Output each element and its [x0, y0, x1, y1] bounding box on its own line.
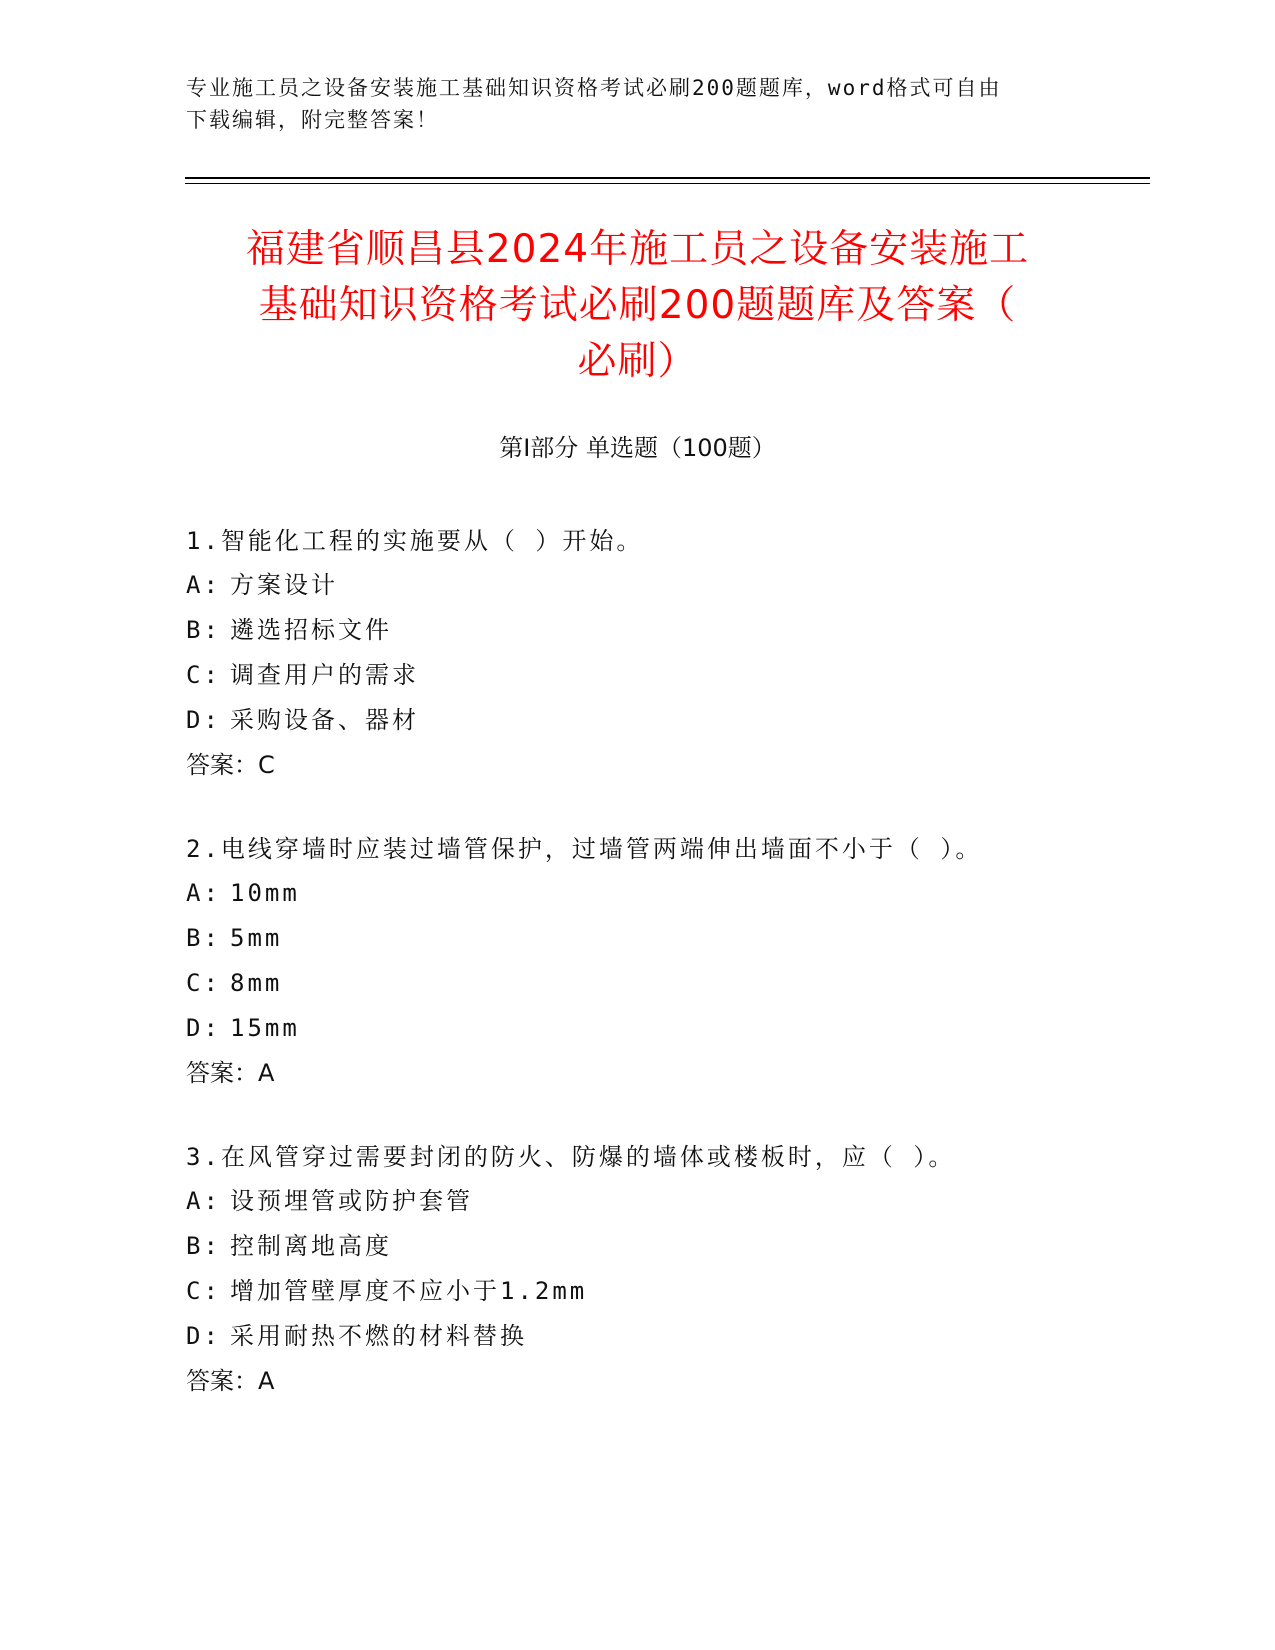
option-letter: B: [186, 1232, 221, 1260]
option-text: 设预埋管或防护套管 [230, 1187, 473, 1215]
document-title [160, 222, 1115, 390]
option-letter: D: [186, 706, 221, 734]
option-text: 调查用户的需求 [230, 661, 419, 689]
answer-key: 答案：A [186, 1059, 275, 1087]
option-letter: D: [186, 1014, 221, 1042]
section-heading: 第Ⅰ部分 单选题（100题） [499, 434, 776, 462]
option-c [186, 1275, 1086, 1320]
option-text: 控制离地高度 [230, 1232, 392, 1260]
question-stem: 3.在风管穿过需要封闭的防火、防爆的墙体或楼板时，应（ ）。 [186, 1143, 956, 1171]
answer-key: 答案：A [186, 1367, 275, 1395]
option-b [186, 1230, 1086, 1275]
option-b [186, 922, 1086, 967]
option-a [186, 569, 1086, 614]
option-a [186, 1185, 1086, 1230]
option-letter: C: [186, 1277, 221, 1305]
option-letter: C: [186, 969, 221, 997]
option-c [186, 967, 1086, 1012]
option-text: 10mm [230, 879, 300, 907]
option-letter: D: [186, 1322, 221, 1350]
question-item [186, 525, 1086, 781]
option-d [186, 704, 1086, 749]
question-stem: 1.智能化工程的实施要从（ ）开始。 [186, 527, 644, 555]
option-letter: A: [186, 1187, 221, 1215]
document-title-line-2: 基础知识资格考试必刷200题题库及答案（ [258, 283, 1017, 328]
option-c [186, 659, 1086, 704]
option-text: 采购设备、器材 [230, 706, 419, 734]
document-title-line-1: 福建省顺昌县2024年施工员之设备安装施工 [245, 227, 1030, 272]
option-text: 15mm [230, 1014, 300, 1042]
question-list [186, 525, 1086, 1449]
option-letter: C: [186, 661, 221, 689]
header-note-line-2: 下载编辑，附完整答案！ [186, 108, 439, 132]
answer-key: 答案：C [186, 751, 275, 779]
document-title-line-3: 必刷） [577, 339, 698, 384]
option-b [186, 614, 1086, 659]
option-d [186, 1012, 1086, 1057]
option-d [186, 1320, 1086, 1365]
question-item [186, 833, 1086, 1089]
option-text: 方案设计 [230, 571, 338, 599]
header-rule-thin [185, 183, 1150, 184]
header-rule-thick [185, 177, 1150, 179]
option-a [186, 877, 1086, 922]
header-note [186, 72, 1066, 136]
option-text: 采用耐热不燃的材料替换 [230, 1322, 527, 1350]
option-letter: B: [186, 924, 221, 952]
option-letter: A: [186, 879, 221, 907]
header-note-line-1: 专业施工员之设备安装施工基础知识资格考试必刷200题题库，word格式可自由 [186, 76, 1002, 100]
option-text: 增加管壁厚度不应小于1.2mm [230, 1277, 588, 1305]
option-text: 8mm [230, 969, 283, 997]
question-item [186, 1141, 1086, 1397]
option-letter: A: [186, 571, 221, 599]
option-text: 遴选招标文件 [230, 616, 392, 644]
question-stem: 2.电线穿墙时应装过墙管保护，过墙管两端伸出墙面不小于（ ）。 [186, 835, 983, 863]
option-letter: B: [186, 616, 221, 644]
option-text: 5mm [230, 924, 283, 952]
